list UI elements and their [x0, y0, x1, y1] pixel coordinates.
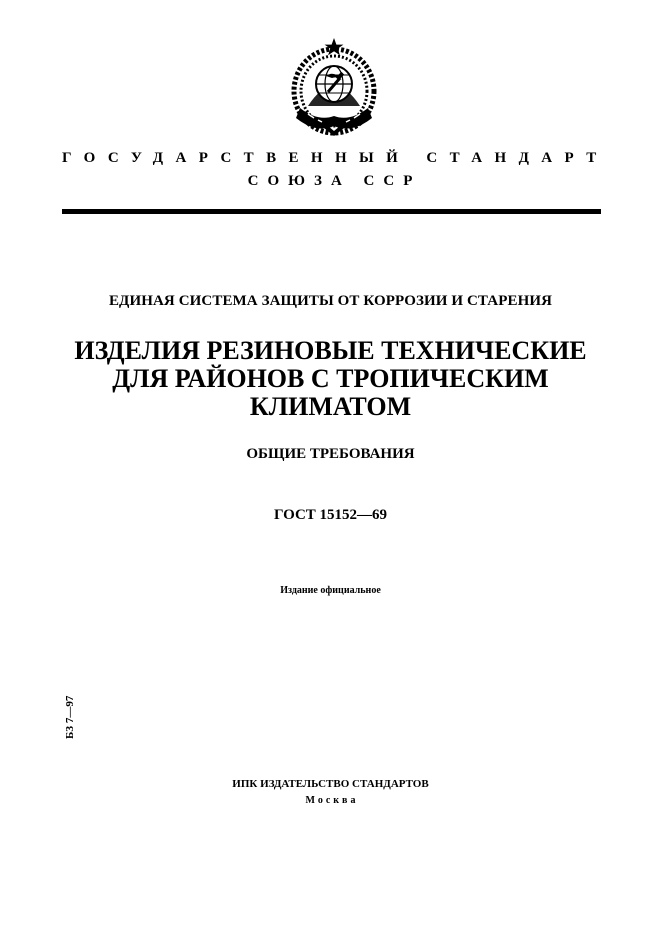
header-divider [62, 209, 601, 214]
document-title-line: ИЗДЕЛИЯ РЕЗИНОВЫЕ ТЕХНИЧЕСКИЕ [74, 336, 587, 365]
document-code: ГОСТ 15152—69 [273, 507, 388, 523]
publisher: ИПК ИЗДАТЕЛЬСТВО СТАНДАРТОВ [232, 778, 429, 790]
edition-note: Издание официальное [280, 585, 381, 596]
side-code: БЗ 7—97 [64, 695, 76, 739]
header-ussr: СОЮЗА ССР [247, 173, 422, 189]
header-state-standard: ГОСУДАРСТВЕННЫЙ СТАНДАРТ [62, 150, 609, 166]
document-series: ЕДИНАЯ СИСТЕМА ЗАЩИТЫ ОТ КОРРОЗИИ И СТАРЕНИЯ [108, 293, 553, 309]
document-subtitle: ОБЩИЕ ТРЕБОВАНИЯ [246, 446, 415, 462]
document-title-line: ДЛЯ РАЙОНОВ С ТРОПИЧЕСКИМ [112, 364, 549, 393]
document-title-line: КЛИМАТОМ [249, 392, 412, 421]
publisher-city: Москва [305, 795, 359, 806]
document-title [0, 337, 661, 421]
ussr-coat-of-arms-icon [288, 36, 380, 140]
